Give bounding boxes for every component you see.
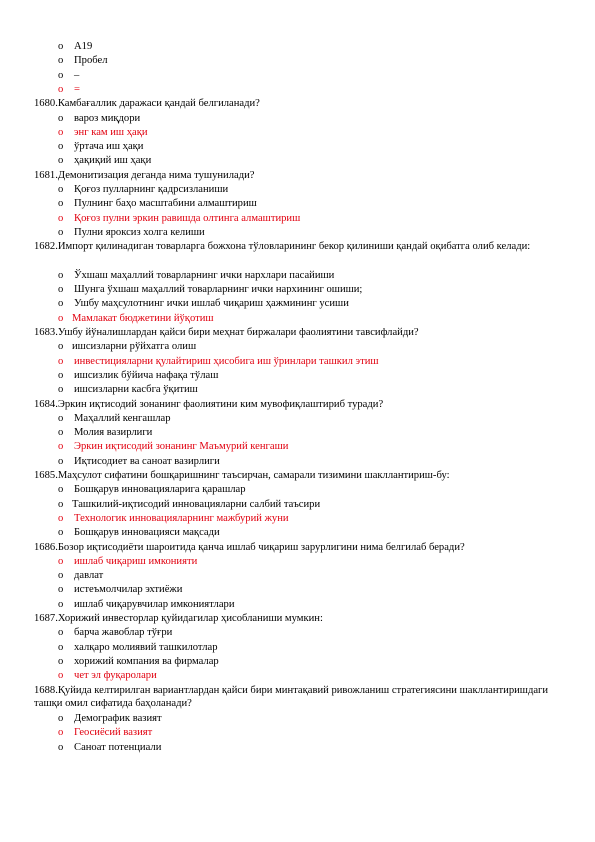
bullet-icon: o <box>58 570 64 582</box>
answer-text: Геосиёсий вазият <box>74 727 153 739</box>
answer-text: Молия вазирлиги <box>74 427 153 439</box>
bullet-icon: o <box>58 498 64 510</box>
bullet-icon: o <box>58 184 64 195</box>
answer-text: ишсизларни рўйхатга олиш <box>72 341 197 353</box>
answer-option <box>58 598 235 611</box>
bullet-icon: o <box>58 512 64 524</box>
answer-option <box>58 226 205 239</box>
answer-text: – <box>74 69 80 81</box>
question-text: 1684.Эркин иқтисодий зонанинг фаолиятини ким мувофиқлаштириб туради? <box>34 398 384 410</box>
bullet-icon: o <box>58 670 64 682</box>
answer-text: Қоғоз пулларнинг қадрсизланиши <box>74 184 229 195</box>
bullet-icon: o <box>58 741 64 753</box>
answer-option <box>58 641 218 654</box>
bullet-icon: o <box>58 641 64 653</box>
bullet-icon: o <box>58 112 64 124</box>
answer-text: ишлаб чиқарувчилар имкониятлари <box>74 598 235 610</box>
answer-text: Мамлакат бюджетини йўқотиш <box>72 312 214 324</box>
answer-option <box>58 626 172 639</box>
answer-text: Шунга ўхшаш маҳаллий товарларнинг ички нархининг ошиши; <box>74 284 363 296</box>
answer-text: Пулнинг баҳо масштабини алмаштириш <box>74 198 257 210</box>
answer-text: Ўхшаш маҳаллий товарларнинг ички нархлари пасайиши <box>74 269 335 281</box>
answer-text: инвестицияларни қулайтириш ҳисобига иш ўринлари ташкил этиш <box>74 355 379 367</box>
answer-text: чет эл фуқаролари <box>74 670 157 682</box>
answer-option <box>58 526 220 539</box>
answer-text: ўртача иш ҳақи <box>74 141 144 153</box>
bullet-icon: o <box>58 455 64 467</box>
answer-text: Технологик инновацияларнинг мажбурий жуни <box>74 512 289 524</box>
bullet-icon: o <box>58 598 64 610</box>
answer-option <box>58 197 257 210</box>
answer-text: A19 <box>74 41 93 52</box>
answer-text: барча жавоблар тўғри <box>74 627 173 639</box>
answer-text: Эркин иқтисодий зонанинг Маъмурий кенгаши <box>74 441 289 453</box>
answer-text: ишсизлик бўйича нафақа тўлаш <box>74 369 219 381</box>
answer-option <box>58 183 228 196</box>
bullet-icon: o <box>58 69 64 81</box>
bullet-icon: o <box>58 369 64 381</box>
answer-option <box>58 741 161 754</box>
bullet-icon: o <box>58 484 64 496</box>
answer-text: халқаро молиявий ташкилотлар <box>74 641 218 653</box>
answer-option <box>58 655 219 668</box>
answer-option <box>58 369 218 382</box>
answer-text: Ушбу маҳсулотнинг ички ишлаб чиқариш ҳажмининг усиши <box>74 298 349 310</box>
answer-option-correct <box>58 212 300 225</box>
bullet-icon: o <box>58 141 64 153</box>
answer-option-correct <box>58 355 379 368</box>
answer-option <box>58 154 151 167</box>
bullet-icon: o <box>58 55 64 67</box>
question-text: 1685.Маҳсулот сифатини бошқаришнинг таъсирчан, самарали тизимини шакллантириш-бу: <box>34 470 450 481</box>
bullet-icon: o <box>58 126 64 138</box>
answer-option <box>58 140 143 153</box>
answer-text: Ташкилий-иқтисодий инновацияларни салбий таъсири <box>72 498 321 510</box>
bullet-icon: o <box>58 355 64 367</box>
answer-option <box>58 569 103 582</box>
answer-text: ҳақиқий иш ҳақи <box>74 155 152 167</box>
bullet-icon: o <box>58 427 64 439</box>
answer-text: хорижий компания ва фирмалар <box>74 655 219 667</box>
bullet-icon: o <box>58 441 64 453</box>
answer-text: Пулни яроксиз холга келиши <box>74 226 205 238</box>
question-text: 1688.Қуйида келтирилган вариантлардан қайси бири минтақавий ривожланиш стратегиясини шакллантиришдаги ташқи омил сифатида баҳоланади? <box>34 684 549 709</box>
answer-text: давлат <box>74 570 104 582</box>
bullet-icon: o <box>58 655 64 667</box>
answer-text: Бошқарув инновацияси мақсади <box>74 527 220 539</box>
answer-option-correct <box>58 726 152 739</box>
bullet-icon: o <box>58 83 64 95</box>
answer-option <box>58 483 246 496</box>
answer-option <box>58 455 220 468</box>
answer-option <box>58 297 349 310</box>
answer-text: ишлаб чиқариш имконияти <box>74 555 198 567</box>
question-text: 1686.Бозор иқтисодиёти шароитида қанча ишлаб чиқариш зарурлигини нима белгилаб беради? <box>34 541 465 553</box>
answer-text: ишсизларни касбга ўқитиш <box>74 384 198 396</box>
answer-text: истеъмолчилар эхтиёжи <box>74 584 183 596</box>
answer-option-correct <box>58 126 148 139</box>
bullet-icon: o <box>58 727 64 739</box>
bullet-icon: o <box>58 312 64 324</box>
bullet-icon: o <box>58 584 64 596</box>
bullet-icon: o <box>58 555 64 567</box>
question-text: 1683.Ушбу йўналишлардан қайси бири меҳнат биржалари фаолиятини тавсифлайди? <box>34 327 419 338</box>
answer-option <box>58 269 334 282</box>
bullet-icon: o <box>58 212 64 224</box>
bullet-icon: o <box>58 284 64 296</box>
answer-text: Иқтисодиет ва саноат вазирлиги <box>74 455 220 467</box>
bullet-icon: o <box>58 155 64 167</box>
bullet-icon: o <box>58 298 64 310</box>
answer-option <box>58 54 107 67</box>
answer-text: Демографик вазият <box>74 713 162 725</box>
answer-text: вароз миқдори <box>74 112 141 124</box>
bullet-icon: o <box>58 269 64 281</box>
answer-option-correct <box>58 83 80 96</box>
answer-option <box>58 383 198 396</box>
bullet-icon: o <box>58 713 64 725</box>
bullet-icon: o <box>58 41 64 52</box>
answer-option-correct <box>58 440 288 453</box>
question-text: 1687.Хорижий инвесторлар қуйидагилар ҳисобланиши мумкин: <box>34 613 323 624</box>
answer-option <box>58 40 92 53</box>
answer-option-correct <box>58 512 289 525</box>
answer-option <box>58 283 362 296</box>
answer-text: Бошқарув инновацияларига қарашлар <box>74 484 246 496</box>
bullet-icon: o <box>58 527 64 539</box>
bullet-icon: o <box>58 198 64 210</box>
answer-option <box>58 412 171 425</box>
answer-text: = <box>74 83 80 95</box>
question-text: 1680.Камбағаллик даражаси қандай белгиланади? <box>34 98 260 110</box>
bullet-icon: o <box>58 384 64 396</box>
answer-option <box>58 426 152 439</box>
answer-option-correct <box>58 555 197 568</box>
answer-option <box>58 712 162 725</box>
answer-text: Саноат потенциали <box>74 741 162 753</box>
answer-option <box>58 498 320 511</box>
answer-text: Пробел <box>74 55 108 67</box>
answer-option <box>58 583 182 596</box>
bullet-icon: o <box>58 412 64 424</box>
question-text: 1682.Импорт қилинадиган товарларга божхона тўловларининг бекор қилиниши қандай оқибатга олиб келади: <box>34 241 531 253</box>
answer-text: энг кам иш ҳақи <box>74 126 148 138</box>
bullet-icon: o <box>58 627 64 639</box>
answer-option-correct <box>58 669 157 682</box>
answer-option-correct <box>58 312 214 325</box>
answer-option <box>58 69 79 82</box>
answer-option <box>58 112 140 125</box>
answer-option <box>58 340 196 353</box>
bullet-icon: o <box>58 341 64 353</box>
answer-text: Маҳаллий кенгашлар <box>74 412 171 424</box>
question-text: 1681.Демонитизация деганда нима тушунилади? <box>34 169 255 181</box>
bullet-icon: o <box>58 226 64 238</box>
answer-text: Қоғоз пулни эркин равишда олтинга алмаштириш <box>74 212 301 224</box>
